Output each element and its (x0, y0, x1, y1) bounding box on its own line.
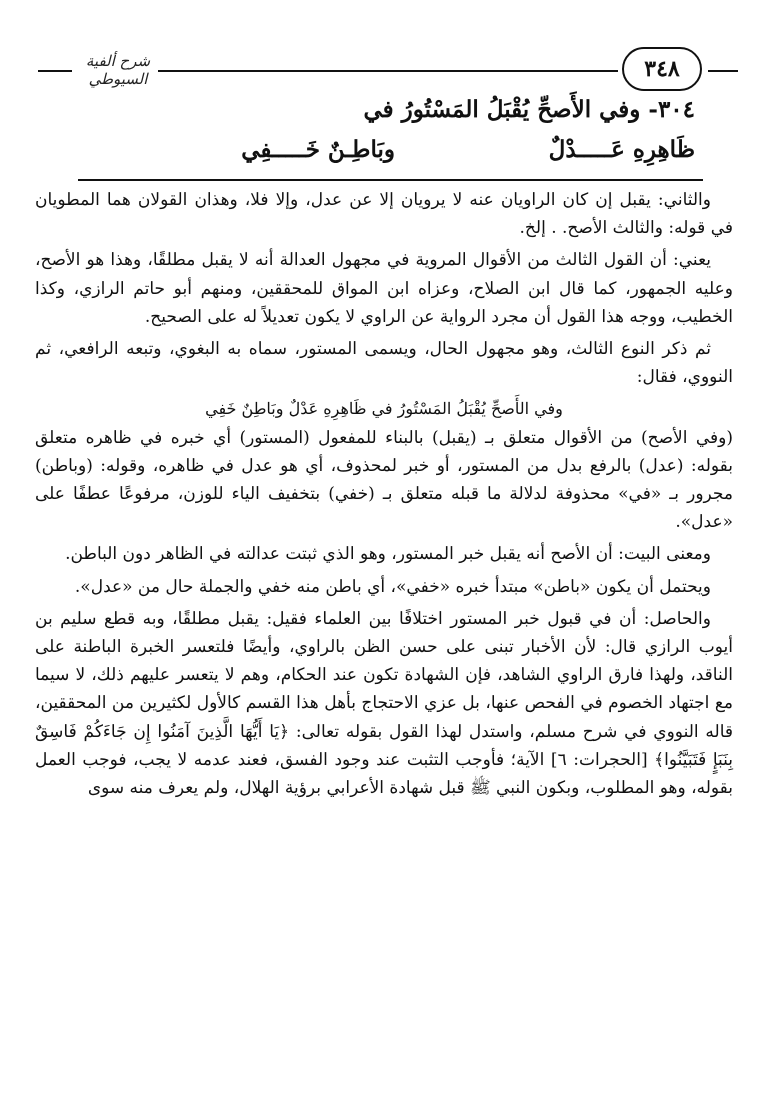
verse-hemistich-b: وبَاطِـنٌ خَـــــفِي (241, 136, 395, 163)
verse-hemistich-a: ظَاهِرِهِ عَـــــدْلٌ (548, 136, 695, 163)
page-number: ٣٤٨ (622, 47, 702, 91)
paragraph: يعني: أن القول الثالث من الأقوال المروية في مجهول العدالة أنه لا يقبل مطلقًا، وهذا هو الأصح، وعليه الجمهور، كما قال ابن الصلاح، وعزاه ابن المواق للمحققين، ومنهم أبو حاتم الرازي، وكذا الخطيب، ووجه هذا القول أن مجرد الرواية عن الراوي لا يكون تعديلاً له على الصحيح. (35, 250, 733, 327)
paragraph: ثم ذكر النوع الثالث، وهو مجهول الحال، ويسمى المستور، سماه به البغوي، وتبعه الرافعي، ثم النووي، فقال: (35, 339, 733, 388)
paragraph: ومعنى البيت: أن الأصح أنه يقبل خبر المستور، وهو الذي ثبتت عدالته في الظاهر دون الباطن. (65, 544, 711, 565)
paragraph: والحاصل: أن في قبول خبر المستور اختلافًا بين العلماء فقيل: يقبل مطلقًا، وبه قطع سليم بن أيوب الرازي قال: لأن الأخبار تبنى على حسن الظن بالراوي، وأيضًا فلتعسر الخبرة الباطنة على الناقد، ولهذا فارق الراوي الشاهد، فإن الشهادة تكون عند الحكام، وهم لا يتعسر عليهم ذلك، لا سيما مع اجتهاد الخصوم في الفحص عنها، بل عزي الاحتجاج بأهل هذا القسم كالأول لكثيرين من المحققين، قاله النووي في شرح مسلم، واستدل لهذا القول بقوله تعالى: ﴿يَا أَيُّهَا الَّذِينَ آمَنُوا إِن جَاءَكُمْ فَاسِقٌ بِنَبَإٍ فَتَبَيَّنُوا﴾ [الحجرات: ٦] الآية؛ فأوجب التثبت عند وجود الفسق، فعند عدمه لا يجب، فوجب العمل بقوله، وهو المطلوب، وبكون النبي ﷺ قبل شهادة الأعرابي برؤية الهلال، ولم يعرف منه سوى (35, 608, 733, 799)
header-dash-left (38, 70, 72, 72)
paragraph: والثاني: يقبل إن كان الراويان عنه لا يرويان إلا عن عدل، وإلا فلا، وهذان القولان هما المطويان في قوله: والثالث الأصح. . إلخ. (35, 190, 733, 239)
verse-separator (78, 179, 703, 181)
inline-verse: وفي الأَصحِّ يُقْبَلُ المَسْتُورُ في ظَاهِرِهِ عَدْلٌ وبَاطِنٌ خَفِي (205, 399, 563, 419)
running-header (38, 44, 738, 94)
main-text (35, 186, 733, 806)
book-title: شرح ألفية السيوطي (85, 52, 151, 88)
header-rule (158, 70, 618, 72)
verse-line-1: ٣٠٤- وفي الأَصحِّ يُقْبَلُ المَسْتُورُ في (363, 96, 695, 123)
paragraph: ويحتمل أن يكون «باطن» مبتدأ خبره «خفي»، أي باطن منه خفي والجملة حال من «عدل». (74, 576, 711, 597)
header-dash-right (708, 70, 738, 72)
paragraph: (وفي الأصح) من الأقوال متعلق بـ (يقبل) بالبناء للمفعول (المستور) أي خبره في ظاهره متعلق بقوله: (عدل) بالرفع بدل من المستور، أو خبر لمحذوف، أي هو عدل في ظاهره، وقوله: (وباطن) مجرور بـ «في» محذوفة لدلالة ما قبله متعلق بـ (خفي) بتخفيف الياء للوزن، مرفوعًا عطفًا على «عدل». (35, 427, 733, 533)
